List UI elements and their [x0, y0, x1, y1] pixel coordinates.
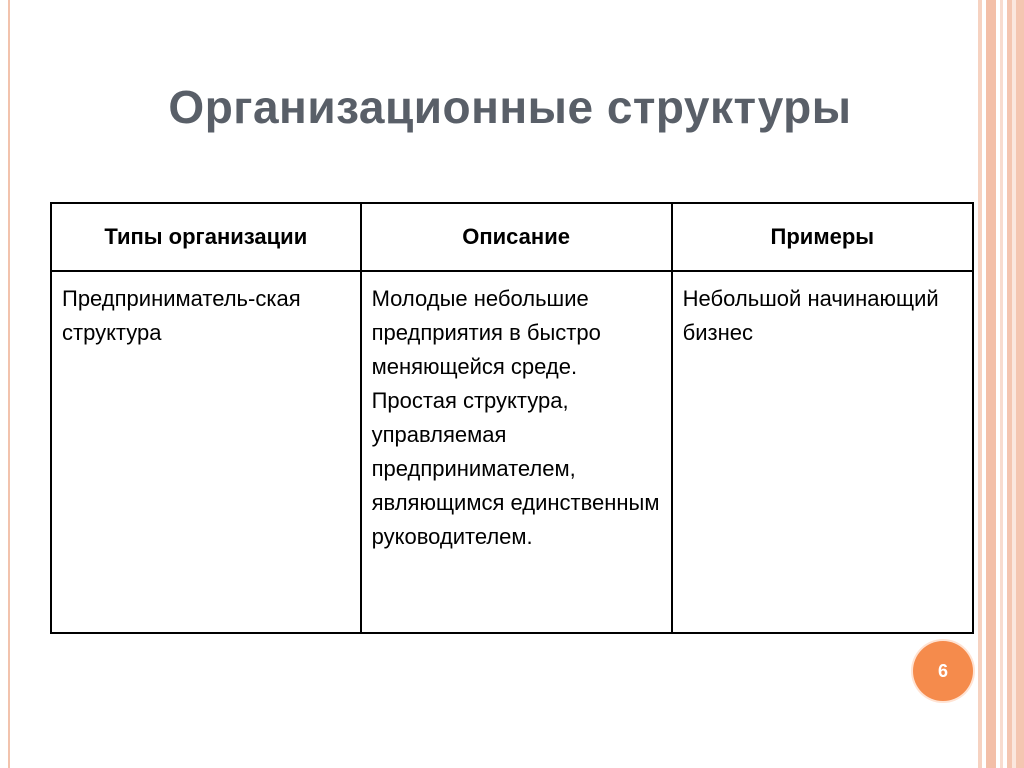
slide-title: Организационные структуры [168, 81, 852, 133]
header-examples: Примеры [672, 203, 973, 271]
header-types: Типы организации [51, 203, 361, 271]
cell-type: Предприниматель-ская структура [51, 271, 361, 633]
org-structures-table [50, 202, 974, 634]
left-border-line [8, 0, 10, 768]
right-decorative-stripes [978, 0, 1024, 768]
cell-examples: Небольшой начинающий бизнес [672, 271, 973, 633]
page-number-badge: 6 [913, 641, 973, 701]
stripe [1012, 0, 1016, 768]
stripe [986, 0, 996, 768]
table-header-row [51, 203, 973, 271]
table-row [51, 271, 973, 633]
stripe [978, 0, 982, 768]
header-description: Описание [361, 203, 672, 271]
stripe [1000, 0, 1003, 768]
cell-description: Молодые небольшие предприятия в быстро меняющейся среде. Простая структура, управляемая предпринимателем, являющимся единственным руководителем. [361, 271, 672, 633]
